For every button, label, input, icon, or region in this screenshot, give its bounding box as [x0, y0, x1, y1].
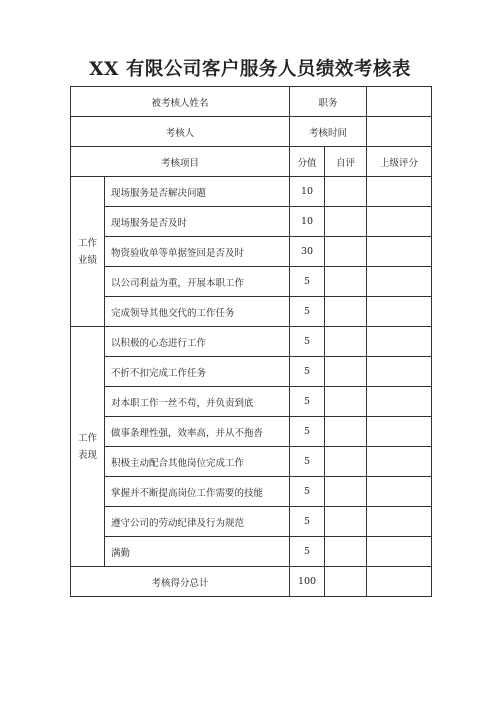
table-row [71, 417, 432, 447]
column-header-self: 自评 [325, 147, 367, 177]
table-row [71, 177, 432, 207]
table-row [71, 447, 432, 477]
item-text: 遵守公司的劳动纪律及行为规范 [105, 507, 290, 537]
self-score-cell[interactable] [325, 297, 367, 327]
superior-score-cell[interactable] [367, 267, 432, 297]
self-score-cell[interactable] [325, 207, 367, 237]
item-text: 积极主动配合其他岗位完成工作 [105, 447, 290, 477]
superior-score-cell[interactable] [367, 477, 432, 507]
assess-time-value-cell[interactable] [367, 117, 432, 147]
item-score: 5 [290, 357, 325, 387]
total-score: 100 [290, 567, 325, 597]
superior-score-cell[interactable] [367, 357, 432, 387]
table-row [71, 477, 432, 507]
total-row [71, 567, 432, 597]
position-label: 职务 [290, 87, 367, 117]
item-score: 5 [290, 447, 325, 477]
self-score-cell[interactable] [325, 327, 367, 357]
self-score-cell[interactable] [325, 537, 367, 567]
item-text: 现场服务是否及时 [105, 207, 290, 237]
section-label-conduct: 工作 表现 [71, 327, 105, 567]
item-score: 5 [290, 477, 325, 507]
table-row [71, 327, 432, 357]
superior-score-cell[interactable] [367, 237, 432, 267]
table-row [71, 237, 432, 267]
item-text: 对本职工作一丝不苟，并负责到底 [105, 387, 290, 417]
item-text: 物资验收单等单据签回是否及时 [105, 237, 290, 267]
item-text: 以积极的心态进行工作 [105, 327, 290, 357]
assessee-name-label: 被考核人姓名 [71, 87, 290, 117]
column-header-superior: 上级评分 [367, 147, 432, 177]
superior-score-cell[interactable] [367, 177, 432, 207]
info-row-assessor [71, 117, 432, 147]
superior-score-cell[interactable] [367, 417, 432, 447]
superior-score-cell[interactable] [367, 387, 432, 417]
item-score: 5 [290, 327, 325, 357]
superior-score-cell[interactable] [367, 297, 432, 327]
item-score: 5 [290, 537, 325, 567]
item-score: 5 [290, 417, 325, 447]
item-text: 满勤 [105, 537, 290, 567]
column-header-item: 考核项目 [71, 147, 290, 177]
table-row [71, 267, 432, 297]
superior-score-cell[interactable] [367, 447, 432, 477]
item-score: 5 [290, 267, 325, 297]
table-row [71, 207, 432, 237]
column-header-row [71, 147, 432, 177]
superior-score-cell[interactable] [367, 207, 432, 237]
self-score-cell[interactable] [325, 447, 367, 477]
item-score: 5 [290, 297, 325, 327]
assessor-label: 考核人 [71, 117, 290, 147]
self-score-cell[interactable] [325, 387, 367, 417]
position-value-cell[interactable] [367, 87, 432, 117]
self-total-cell[interactable] [325, 567, 367, 597]
page-title: XX 有限公司客户服务人员绩效考核表 [89, 59, 411, 80]
total-label: 考核得分总计 [71, 567, 290, 597]
item-text: 完成领导其他交代的工作任务 [105, 297, 290, 327]
item-text: 以公司利益为重，开展本职工作 [105, 267, 290, 297]
table-row [71, 297, 432, 327]
column-header-score: 分值 [290, 147, 325, 177]
appraisal-table [70, 86, 432, 597]
assess-time-label: 考核时间 [290, 117, 367, 147]
item-text: 现场服务是否解决问题 [105, 177, 290, 207]
self-score-cell[interactable] [325, 357, 367, 387]
table-row [71, 387, 432, 417]
superior-score-cell[interactable] [367, 507, 432, 537]
self-score-cell[interactable] [325, 267, 367, 297]
self-score-cell[interactable] [325, 417, 367, 447]
self-score-cell[interactable] [325, 177, 367, 207]
self-score-cell[interactable] [325, 507, 367, 537]
item-score: 5 [290, 387, 325, 417]
item-text: 掌握并不断提高岗位工作需要的技能 [105, 477, 290, 507]
table-row [71, 357, 432, 387]
item-score: 30 [290, 237, 325, 267]
superior-score-cell[interactable] [367, 537, 432, 567]
item-text: 不折不扣完成工作任务 [105, 357, 290, 387]
superior-total-cell[interactable] [367, 567, 432, 597]
item-text: 做事条理性强，效率高，并从不拖沓 [105, 417, 290, 447]
self-score-cell[interactable] [325, 477, 367, 507]
self-score-cell[interactable] [325, 237, 367, 267]
superior-score-cell[interactable] [367, 327, 432, 357]
info-row-name [71, 87, 432, 117]
item-score: 10 [290, 177, 325, 207]
table-row [71, 507, 432, 537]
section-label-performance: 工作 业绩 [71, 177, 105, 327]
item-score: 5 [290, 507, 325, 537]
item-score: 10 [290, 207, 325, 237]
table-row [71, 537, 432, 567]
